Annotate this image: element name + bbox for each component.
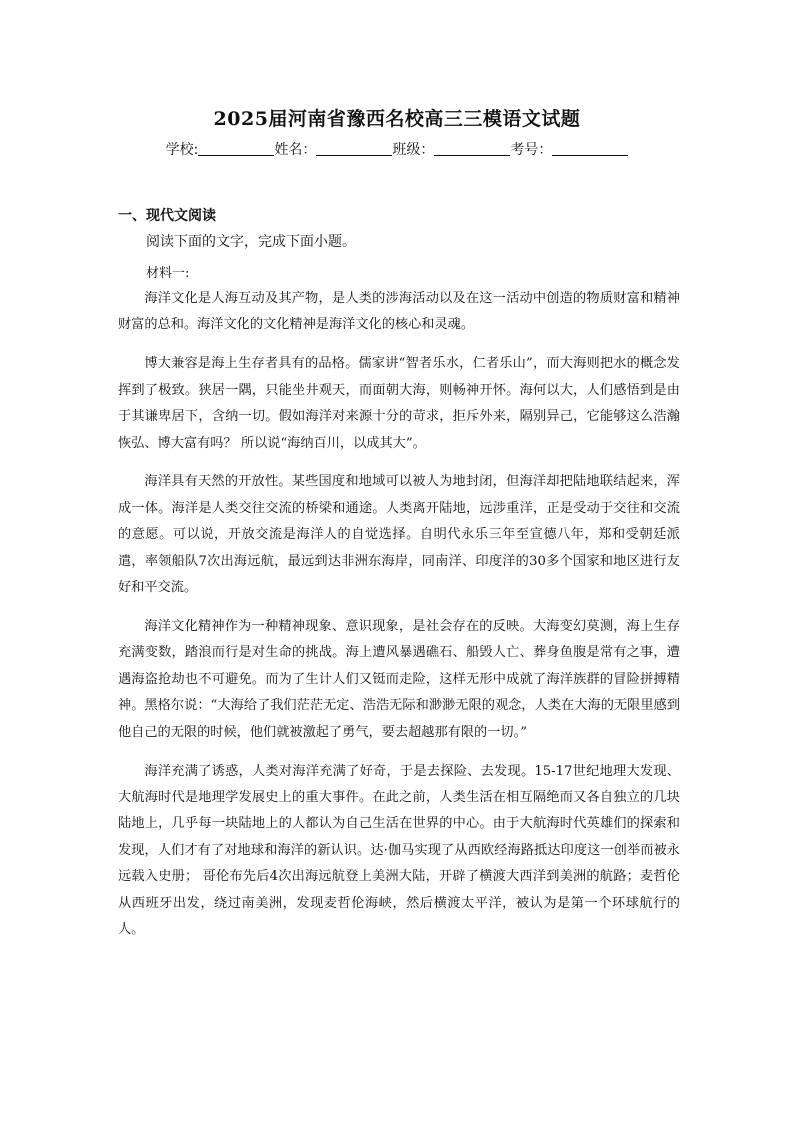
- school-blank[interactable]: [198, 141, 274, 156]
- school-label: 学校:: [165, 142, 199, 158]
- exam-number-blank[interactable]: [552, 141, 628, 156]
- section-heading: 一、现代文阅读: [118, 208, 216, 224]
- reading-passage: [118, 286, 680, 943]
- reading-instruction: 阅读下面的文字，完成下面小题。: [146, 234, 356, 250]
- page-title: 2025届河南省豫西名校高三三模语文试题: [213, 108, 581, 130]
- class-blank[interactable]: [434, 141, 510, 156]
- exam-number-label: 考号：: [510, 142, 553, 158]
- class-label: 班级：: [392, 142, 435, 158]
- paragraph: 海洋文化是人海互动及其产物，是人类的涉海活动以及在这一活动中创造的物质财富和精神财富的总和。海洋文化的文化精神是海洋文化的核心和灵魂。: [118, 291, 680, 333]
- paragraph: 海洋文化精神作为一种精神现象、意识现象，是社会存在的反映。大海变幻莫测，海上生存充满变数，踏浪而行是对生命的挑战。海上遭风暴遇礁石、船毁人亡、葬身鱼腹是常有之事，遭遇海盗抢劫也不可避免。而为了生计人们又铤而走险，这样无形中成就了海洋族群的冒险拼搏精神。黑格尔说：“大海给了我们茫茫无定、浩浩无际和渺渺无限的观念，人类在大海的无限里感到他自己的无限的时候，他们就被激起了勇气，要去超越那有限的一切。”: [118, 618, 680, 740]
- name-blank[interactable]: [316, 141, 392, 156]
- paragraph: 海洋具有天然的开放性。某些国度和地域可以被人为地封闭，但海洋却把陆地联结起来，浑成一体。海洋是人类交往交流的桥梁和通途。人类离开陆地，远涉重洋，正是受动于交往和交流的意愿。可以说，开放交流是海洋人的自觉选择。自明代永乐三年至宣德八年，郑和受朝廷派遣，率领船队7次出海远航，最远到达非洲东海岸，同南洋、印度洋的30多个国家和地区进行友好和平交流。: [118, 474, 680, 596]
- material-label: 材料一:: [146, 266, 190, 281]
- paragraph: 博大兼容是海上生存者具有的品格。儒家讲“智者乐水，仁者乐山”，而大海则把水的概念发挥到了极致。狭居一隅，只能坐井观天，而面朝大海，则畅神开怀。海何以大，人们感悟到是由于其谦卑居下，含纳一切。假如海洋对来源十分的苛求，拒斥外来，隔别异己，它能够这么浩瀚恢弘、博大富有吗？ 所以说“海纳百川，以成其大”。: [118, 356, 680, 451]
- name-label: 姓名：: [274, 142, 317, 158]
- paragraph: 海洋充满了诱惑，人类对海洋充满了好奇，于是去探险、去发现。15-17世纪地理大发现、大航海时代是地理学发展史上的重大事件。在此之前，人类生活在相互隔绝而又各自独立的几块陆地上，几乎每一块陆地上的人都认为自己生活在世界的中心。由于大航海时代英雄们的探索和发现，人们才有了对地球和海洋的新认识。达·伽马实现了从西欧经海路抵达印度这一创举而被永远载入史册； 哥伦布先后4次出海远航登上美洲大陆，开辟了横渡大西洋到美洲的航路；麦哲伦从西班牙出发，绕过南美洲，发现麦哲伦海峡，然后横渡太平洋，被认为是第一个环球航行的人。: [118, 763, 680, 937]
- student-info-line: [0, 139, 794, 159]
